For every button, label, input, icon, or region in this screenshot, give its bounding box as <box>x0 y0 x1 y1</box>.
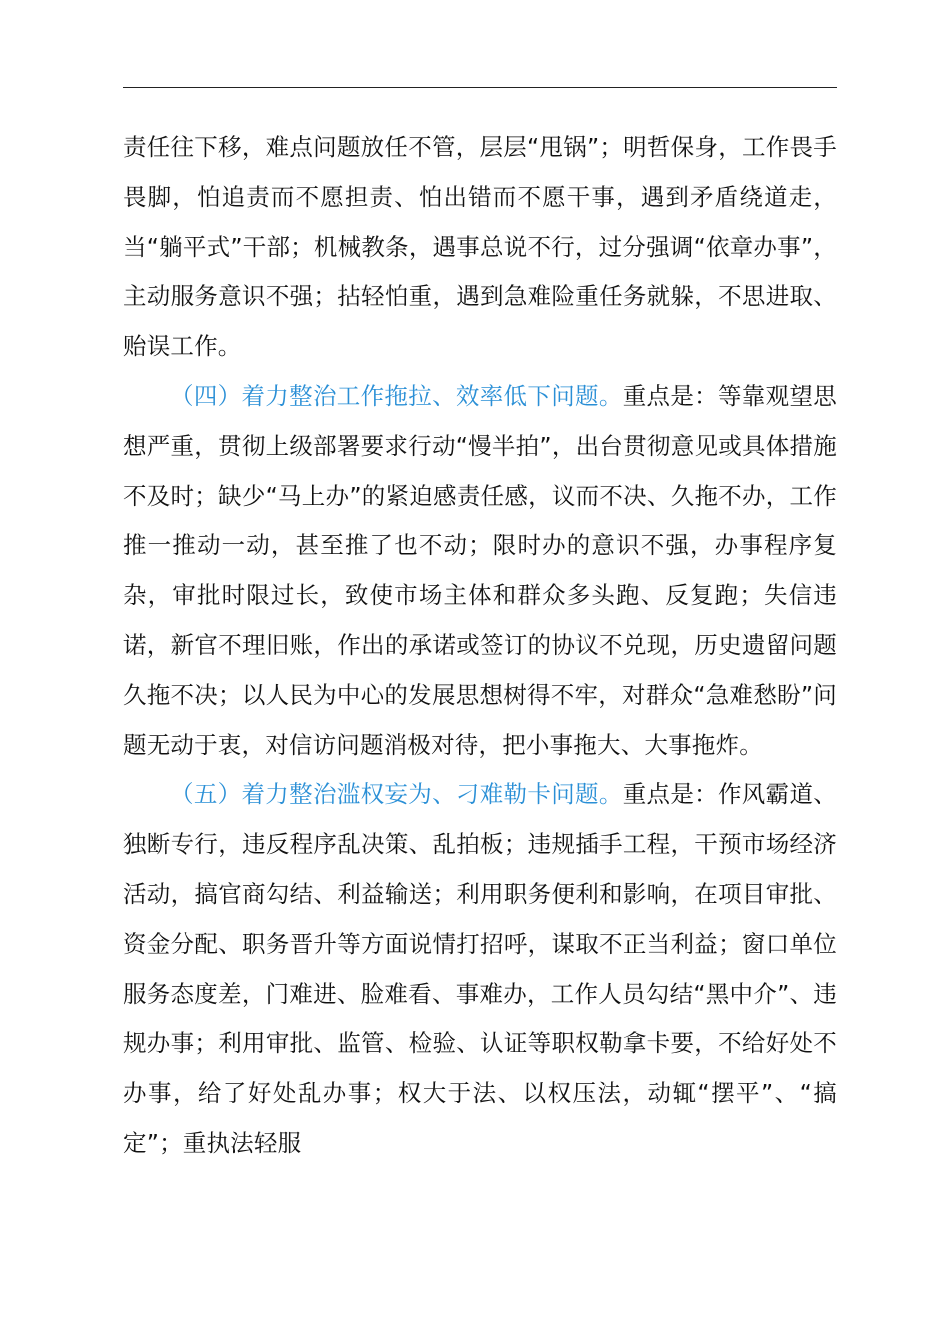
section-4-body: 重点是：等靠观望思想严重，贯彻上级部署要求行动“慢半拍”，出台贯彻意见或具体措施不及时；缺少“马上办”的紧迫感责任感，议而不决、久拖不办，工作推一推动一动，甚至推了也不动；限时办的意识不强，办事程序复杂，审批时限过长，致使市场主体和群众多头跑、反复跑；失信违诺，新官不理旧账，作出的承诺或签订的协议不兑现，历史遗留问题久拖不决；以人民为中心的发展思想树得不牢，对群众“急难愁盼”问题无动于衷，对信访问题消极对待，把小事拖大、大事拖炸。 <box>123 381 837 759</box>
paragraph-continuation <box>123 123 837 372</box>
section-5-heading: （五）着力整治滥权妄为、刁难勒卡问题。 <box>170 780 623 809</box>
section-5-body: 重点是：作风霸道、独断专行，违反程序乱决策、乱拍板；违规插手工程，干预市场经济活动，搞官商勾结、利益输送；利用职务便利和影响，在项目审批、资金分配、职务晋升等方面说情打招呼，谋取不正当利益；窗口单位服务态度差，门难进、脸难看、事难办，工作人员勾结“黑中介”、违规办事；利用审批、监管、检验、认证等职权勒拿卡要，不给好处不办事，给了好处乱办事；权大于法、以权压法，动辄“摆平”、“搞定”；重执法轻服 <box>123 780 837 1157</box>
section-4-heading: （四）着力整治工作拖拉、效率低下问题。 <box>170 381 623 410</box>
paragraph-continuation-text: 责任往下移，难点问题放任不管，层层“甩锅”；明哲保身，工作畏手畏脚，怕追责而不愿担责、怕出错而不愿干事，遇到矛盾绕道走，当“躺平式”干部；机械教条，遇事总说不行，过分强调“依章办事”，主动服务意识不强；拈轻怕重，遇到急难险重任务就躲，不思进取、贻误工作。 <box>123 133 837 361</box>
header-rule <box>123 87 837 88</box>
section-5-paragraph <box>123 770 837 1168</box>
document-body <box>123 123 837 1169</box>
section-4-paragraph <box>123 372 837 770</box>
